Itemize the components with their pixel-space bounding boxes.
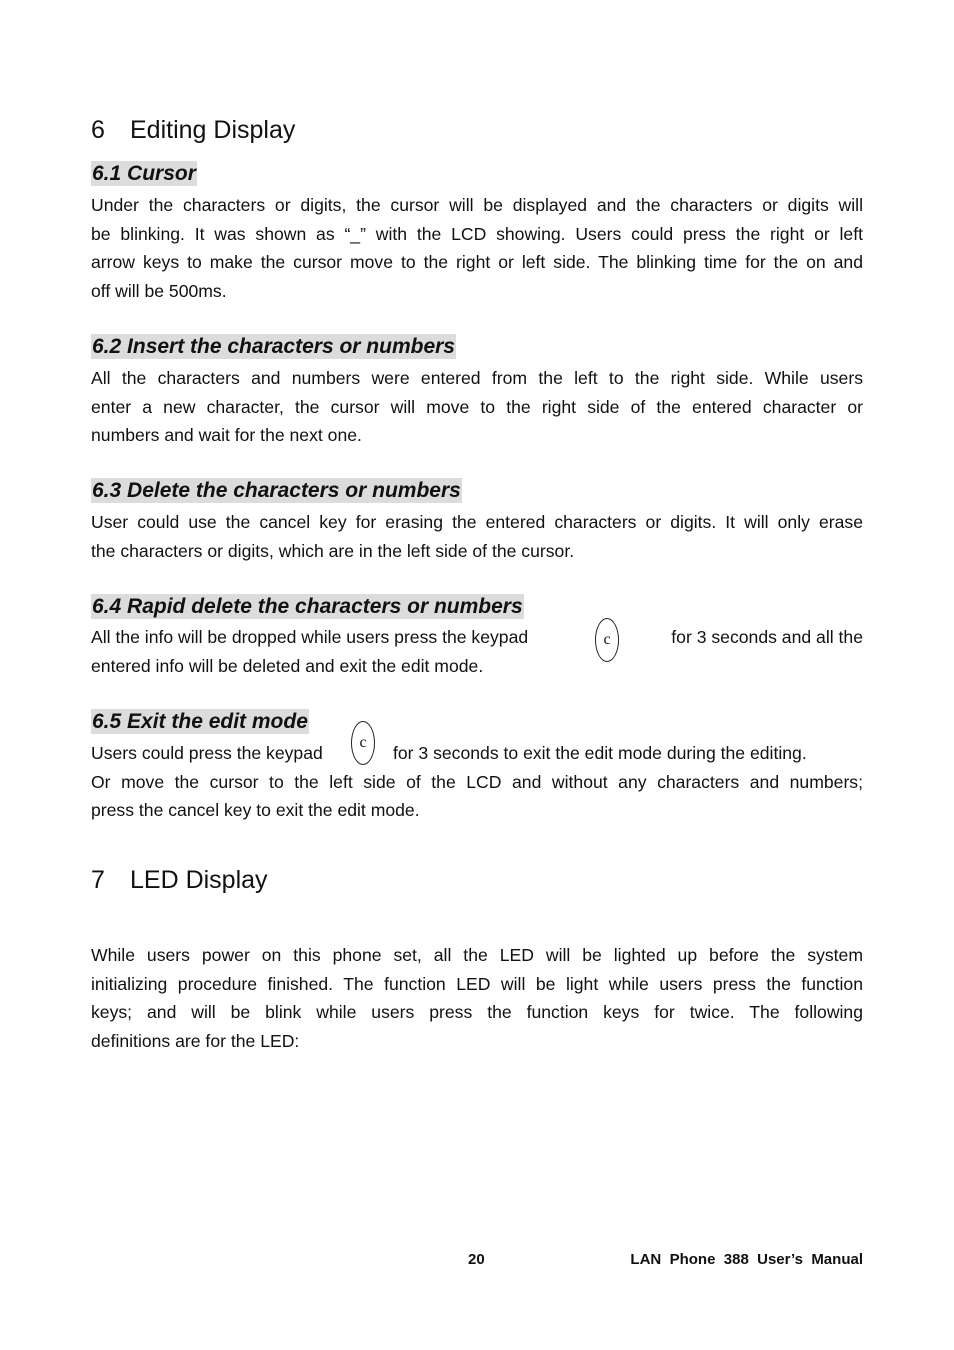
paragraph-line [91, 623, 863, 652]
subsection-6-5-text [91, 739, 863, 825]
text-before-key: Users could press the keypad [91, 743, 323, 763]
paragraph-line: initializing procedure finished. The function LED will be light while users press the function [91, 973, 863, 994]
text-after-key: for 3 seconds to exit the edit mode during the editing. [393, 743, 807, 763]
section-number: 6 [91, 116, 105, 144]
subsection-6-5-heading: 6.5 Exit the edit mode [92, 710, 308, 733]
paragraph-line [91, 739, 863, 768]
manual-title: LAN Phone 388 User’s Manual [630, 1251, 863, 1268]
paragraph-line: All the characters and numbers were entered from the left to the right side. While users [91, 368, 863, 388]
subsection-6-4-heading: 6.4 Rapid delete the characters or numbers [92, 595, 523, 618]
text-before-key: All the info will be dropped while users press the keypad [91, 627, 529, 647]
paragraph-line: entered info will be deleted and exit the edit mode. [91, 655, 484, 676]
subsection-6-4-text [91, 623, 863, 680]
subsection-6-1-text [91, 191, 863, 306]
subsection-6-2-heading: 6.2 Insert the characters or numbers [92, 335, 455, 358]
paragraph-line: enter a new character, the cursor will move to the right side of the entered character or [91, 396, 863, 417]
section-title: LED Display [130, 866, 268, 894]
page-number: 20 [468, 1251, 485, 1268]
section-7-heading [91, 865, 268, 895]
section-6-heading [91, 115, 295, 145]
subsection-6-2-text [91, 364, 863, 450]
text-after-key: for 3 seconds and all the [671, 627, 863, 647]
section-title: Editing Display [130, 116, 296, 144]
subsection-6-3-heading: 6.3 Delete the characters or numbers [92, 479, 461, 502]
paragraph-line: definitions are for the LED: [91, 1031, 300, 1052]
paragraph-line: Or move the cursor to the left side of the LCD and without any characters and numbers; [91, 771, 863, 792]
subsection-6-1-heading: 6.1 Cursor [92, 162, 196, 185]
cancel-key-icon: c [351, 721, 375, 765]
paragraph-line: While users power on this phone set, all the LED will be lighted up before the system [91, 945, 863, 965]
paragraph-line: the characters or digits, which are in the left side of the cursor. [91, 540, 575, 561]
paragraph-line: press the cancel key to exit the edit mode. [91, 800, 420, 821]
subsection-6-3-text [91, 508, 863, 565]
paragraph-line: keys; and will be blink while users press the function keys for twice. The following [91, 1002, 863, 1023]
paragraph-line: off will be 500ms. [91, 281, 227, 302]
section-number: 7 [91, 866, 105, 894]
paragraph-line: be blinking. It was shown as “_” with the LCD showing. Users could press the right or left [91, 223, 863, 244]
paragraph-line: User could use the cancel key for erasing the entered characters or digits. It will only erase [91, 512, 863, 532]
section-7-text [91, 941, 863, 1056]
paragraph-line: numbers and wait for the next one. [91, 425, 362, 446]
cancel-key-icon: c [595, 618, 619, 662]
paragraph-line: Under the characters or digits, the cursor will be displayed and the characters or digits will [91, 195, 863, 215]
paragraph-line: arrow keys to make the cursor move to the right or left side. The blinking time for the on and [91, 252, 863, 273]
